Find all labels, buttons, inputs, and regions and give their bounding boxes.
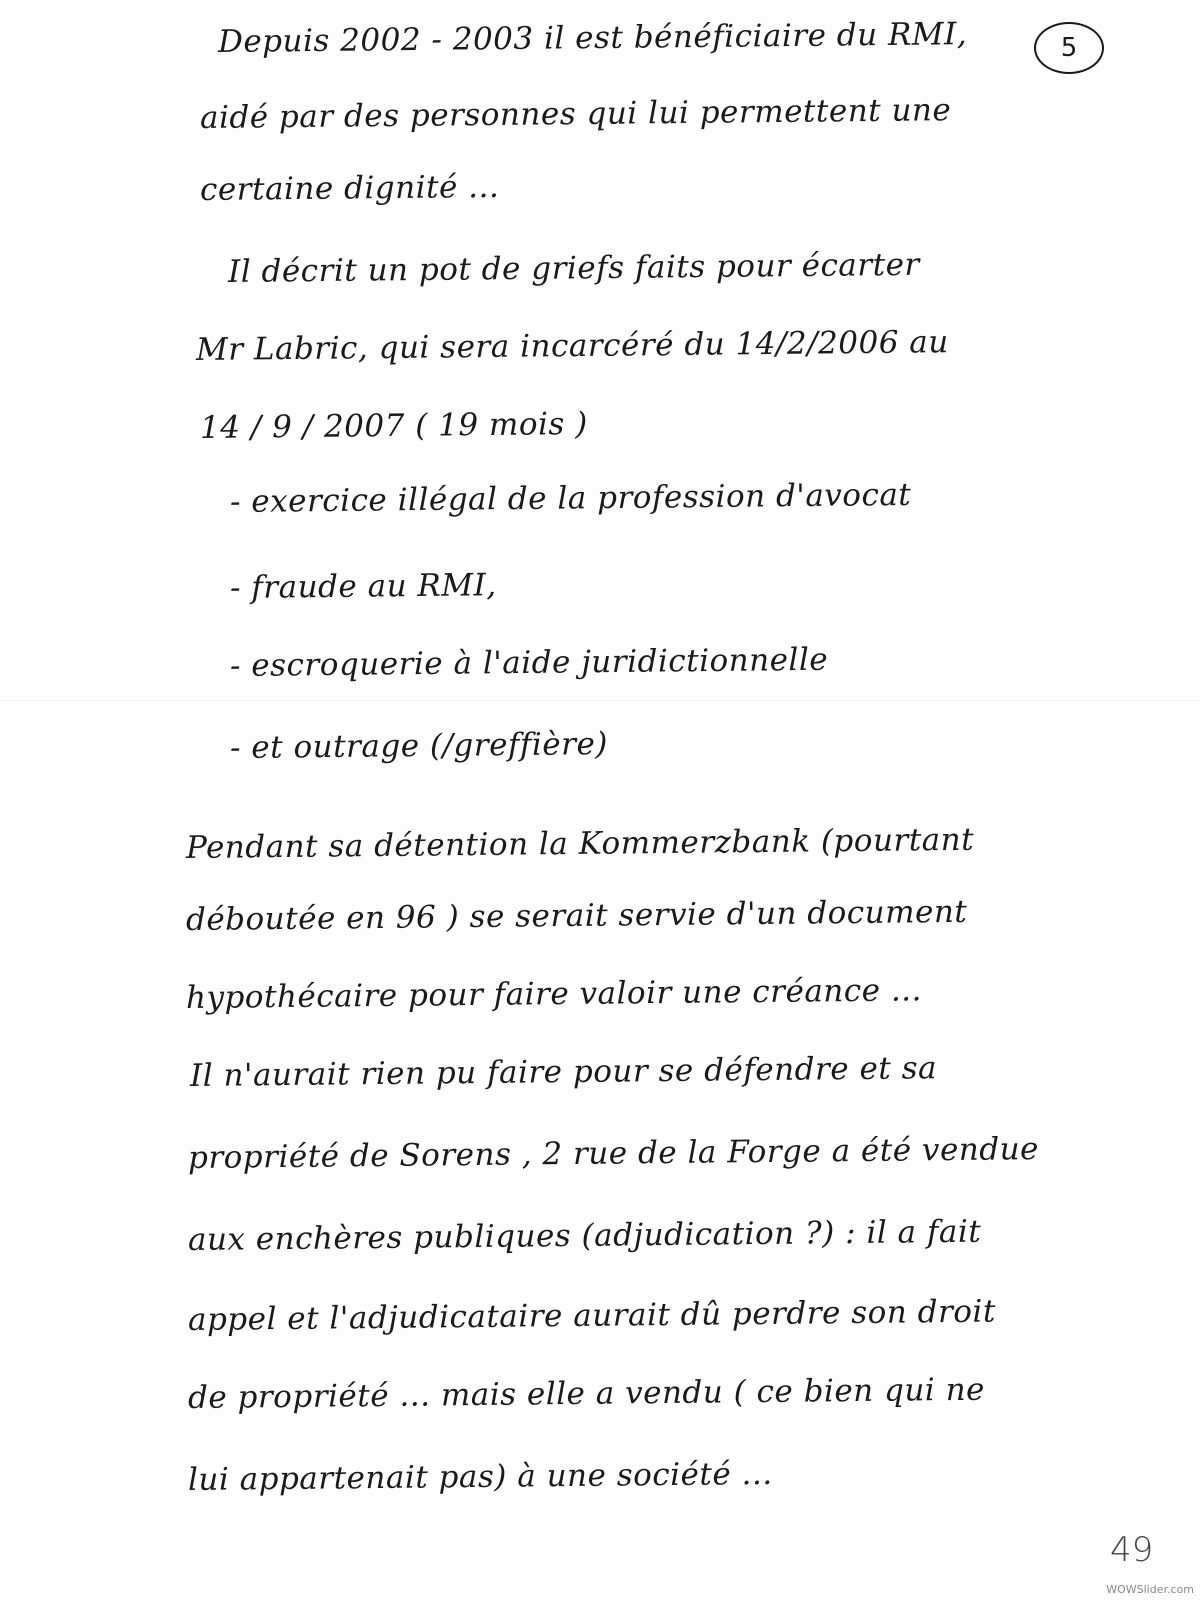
list-item: - exercice illégal de la profession d'avocat bbox=[229, 476, 912, 520]
list-item: - fraude au RMI, bbox=[229, 567, 497, 606]
text-line: aux enchères publiques (adjudication ?) : il a fait bbox=[187, 1213, 982, 1258]
list-item: - et outrage (/greffière) bbox=[229, 726, 609, 766]
text-line: certaine dignité ... bbox=[199, 168, 500, 208]
text-line: Il n'aurait rien pu faire pour se défendre et sa bbox=[189, 1050, 938, 1094]
text-line: Pendant sa détention la Kommerzbank (pourtant bbox=[185, 821, 975, 866]
text-line: Il décrit un pot de griefs faits pour écarter bbox=[227, 246, 920, 290]
watermark: WOWSlider.com bbox=[1106, 1583, 1194, 1596]
text-line: Depuis 2002 - 2003 il est bénéficiaire du RMI, bbox=[217, 16, 968, 60]
text-line: lui appartenait pas) à une société ... bbox=[187, 1455, 773, 1498]
page-badge-number: 5 bbox=[1060, 33, 1078, 63]
text-line: de propriété ... mais elle a vendu ( ce bien qui ne bbox=[187, 1371, 986, 1416]
paper-fold-line bbox=[0, 700, 1200, 701]
text-line: propriété de Sorens , 2 rue de la Forge a été vendue bbox=[187, 1131, 1040, 1176]
text-line: appel et l'adjudicataire aurait dû perdre son droit bbox=[187, 1293, 997, 1338]
text-line: 14 / 9 / 2007 ( 19 mois ) bbox=[199, 405, 588, 446]
text-line: Mr Labric, qui sera incarcéré du 14/2/2006 au bbox=[195, 324, 949, 368]
text-line: hypothécaire pour faire valoir une créance ... bbox=[185, 972, 923, 1016]
text-line: aidé par des personnes qui lui permettent une bbox=[199, 92, 952, 136]
text-line: déboutée en 96 ) se serait servie d'un document bbox=[185, 893, 968, 938]
page-badge-circle bbox=[1034, 22, 1104, 74]
folio-number: 49 bbox=[1110, 1530, 1154, 1570]
list-item: - escroquerie à l'aide juridictionnelle bbox=[229, 641, 829, 684]
